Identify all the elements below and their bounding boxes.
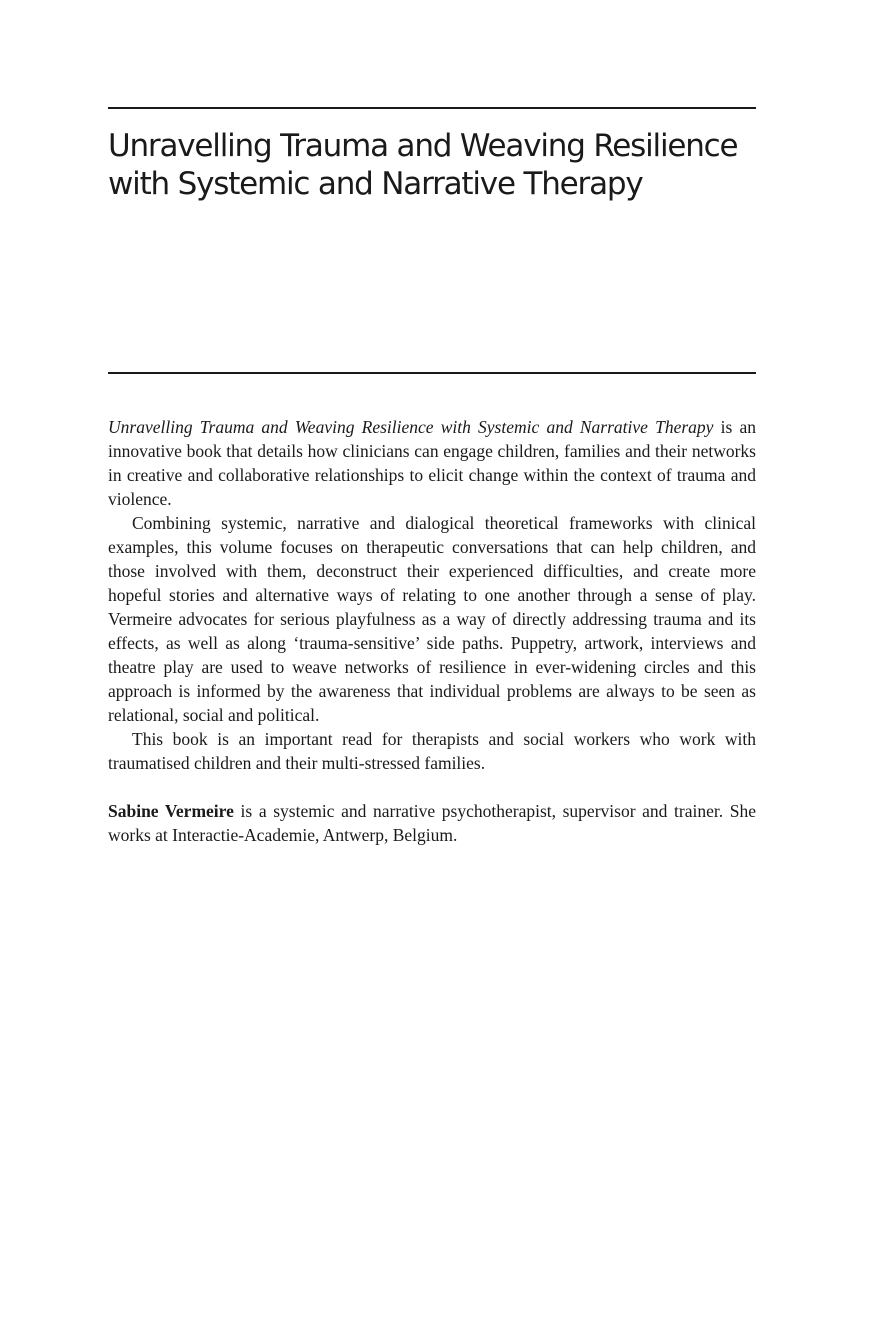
description-paragraph-3: This book is an important read for therapists and social workers who work with traumatised children and their multi-stressed families.	[108, 729, 756, 773]
book-title-line-1: Unravelling Trauma and Weaving Resilience	[108, 128, 738, 164]
author-bio-text: is a systemic and narrative psychotherapist, supervisor and trainer. She works at Interactie-Academie, Antwerp, Belgium.	[108, 801, 756, 845]
book-title-line-2: with Systemic and Narrative Therapy	[108, 166, 643, 202]
book-title	[108, 127, 768, 203]
description-title-italic: Unravelling Trauma and Weaving Resilience with Systemic and Narrative Therapy	[108, 417, 714, 437]
author-bio	[108, 799, 756, 847]
description-intro-text: is an innovative book that details how clinicians can engage children, families and their networks in creative and collaborative relationships to elicit change within the context of trauma and violence.	[108, 417, 756, 509]
book-description	[108, 415, 756, 847]
description-paragraph-2: Combining systemic, narrative and dialogical theoretical frameworks with clinical examples, this volume focuses on therapeutic conversations that can help children, and those involved with them, deconstruct their experienced difficulties, and create more hopeful stories and alternative ways of relating to one another through a sense of play. Vermeire advocates for serious playfulness as a way of directly addressing trauma and its effects, as well as along ‘trauma-sensitive’ side paths. Puppetry, artwork, interviews and theatre play are used to weave networks of resilience in ever-widening circles and this approach is informed by the awareness that individual problems are always to be seen as relational, social and political.	[108, 513, 756, 725]
author-name: Sabine Vermeire	[108, 801, 234, 821]
description-paragraph-1	[108, 415, 756, 511]
bottom-rule	[108, 372, 756, 374]
top-rule	[108, 107, 756, 109]
